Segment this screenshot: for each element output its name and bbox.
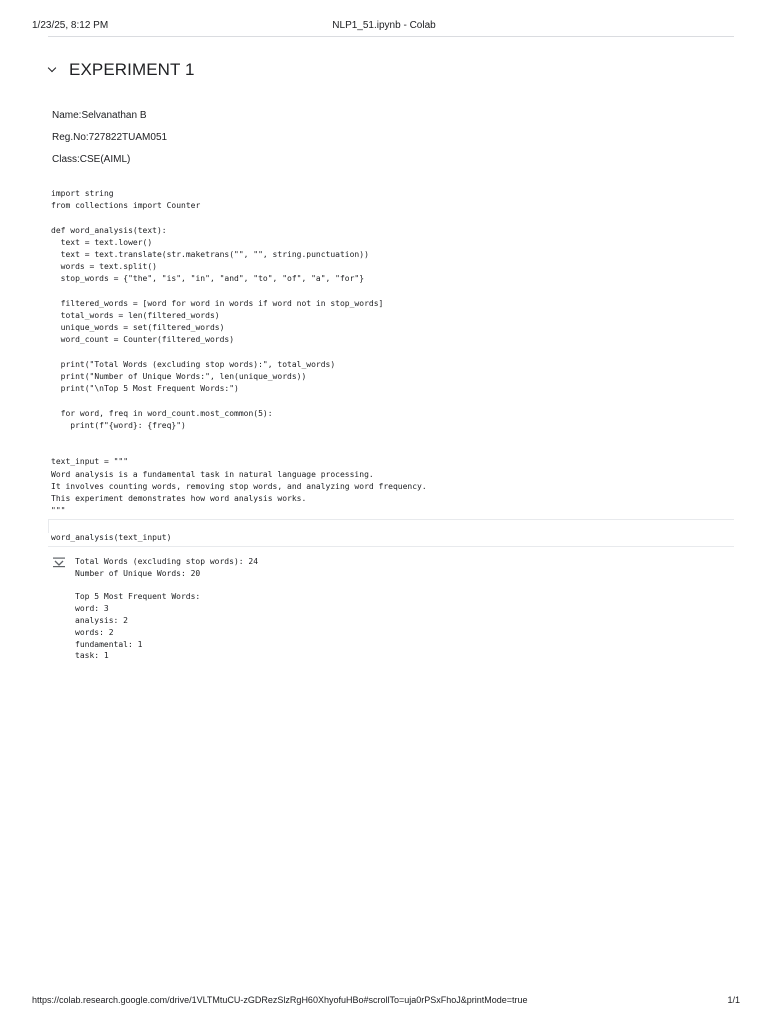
cell-divider (48, 519, 734, 520)
student-class: Class:CSE(AIML) (52, 154, 131, 165)
print-url: https://colab.research.google.com/drive/1VLTMtuCU-zGDRezSlzRgH60XhyofuHBo#scrollTo=uja0rPSxFhoJ&printMode=true (32, 995, 528, 1005)
code-cell-2[interactable]: word_analysis(text_input) (51, 533, 172, 542)
header-divider (48, 36, 734, 37)
page-number: 1/1 (727, 995, 740, 1005)
print-datetime: 1/23/25, 8:12 PM (32, 20, 109, 31)
chevron-down-icon[interactable] (46, 63, 60, 77)
output-divider (48, 546, 734, 547)
section-heading[interactable] (46, 59, 195, 81)
output-toggle-icon[interactable] (52, 556, 66, 568)
print-header (0, 0, 768, 40)
section-title: EXPERIMENT 1 (69, 60, 195, 79)
code-cell-1[interactable]: import string from collections import Counter def word_analysis(text): text = text.lower() text = text.translate(str.maketrans("", "", string.punctuation)) words = text.split() stop_words = {"the", "is", "in", "and", "to", "of", "a", "for"} filtered_words = [word for word in words if word not in stop_words] total_words = len(filtered_words) unique_words = set(filtered_words) word_count = Counter(filtered_words) print("Total Words (excluding stop words):", total_words) print("Number of Unique Words:", len(unique_words)) print("\nTop 5 Most Frequent Words:") for word, freq in word_count.most_common(5): print(f"{word}: {freq}") text_input = """ Word analysis is a fundamental task in natural language processing. It involves counting words, removing stop words, and analyzing word frequency. This experiment demonstrates how word analysis works. """ (51, 189, 427, 516)
student-reg-no: Reg.No:727822TUAM051 (52, 132, 168, 143)
print-footer (0, 992, 768, 1012)
print-document-title: NLP1_51.ipynb - Colab (332, 20, 436, 31)
cell-output: Total Words (excluding stop words): 24 Number of Unique Words: 20 Top 5 Most Frequent Words: word: 3 analysis: 2 words: 2 fundamental: 1 task: 1 (75, 557, 259, 661)
student-name: Name:Selvanathan B (52, 110, 147, 121)
cell-border (48, 519, 49, 533)
